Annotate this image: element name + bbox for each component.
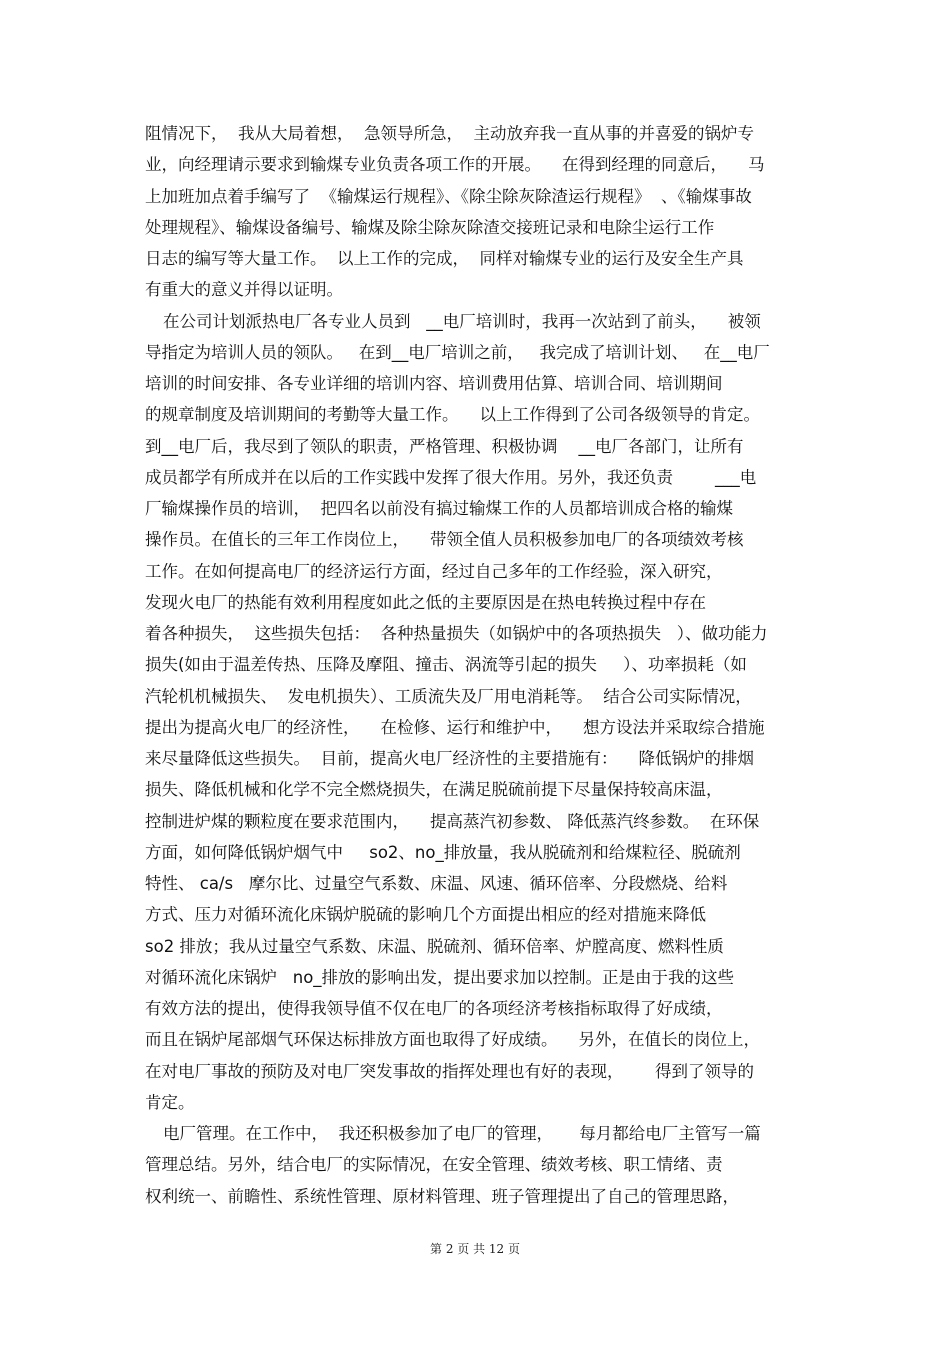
text-line: 方式、压力对循环流化床锅炉脱硫的影响几个方面提出相应的经对措施来降低: [145, 905, 706, 925]
text-line: 导指定为培训人员的领队。 在到__电厂培训之前， 我完成了培训计划、 在__电厂: [145, 342, 770, 362]
text-line: 而且在锅炉尾部烟气环保达标排放方面也取得了好成绩。 另外，在值长的岗位上，: [145, 1030, 760, 1050]
text-line: 特性、 ca/s 摩尔比、过量空气系数、床温、风速、循环倍率、分段燃烧、给料: [145, 874, 728, 893]
text-line: 损失、降低机械和化学不完全燃烧损失，在满足脱硫前提下尽量保持较高床温，: [145, 780, 723, 800]
text-line: 来尽量降低这些损失。 目前，提高火电厂经济性的主要措施有： 降低锅炉的排烟: [145, 749, 754, 768]
text-line: so2 排放；我从过量空气系数、床温、脱硫剂、循环倍率、炉膛高度、燃料性质: [145, 936, 724, 956]
text-line: 操作员。在值长的三年工作岗位上， 带领全值人员积极参加电厂的各项绩效考核: [145, 530, 744, 550]
text-line: 到__电厂后，我尽到了领队的职责，严格管理、积极协调 __电厂各部门，让所有: [145, 436, 744, 456]
text-line: 日志的编写等大量工作。 以上工作的完成， 同样对输煤专业的运行及安全生产具: [145, 249, 744, 268]
text-line: 培训的时间安排、各专业详细的培训内容、培训费用估算、培训合同、培训期间: [145, 374, 723, 393]
paragraph-start-line: 在公司计划派热电厂各专业人员到 __电厂培训时，我再一次站到了前头， 被领: [163, 311, 761, 331]
text-line: 管理总结。另外，结合电厂的实际情况，在安全管理、绩效考核、职工情绪、责: [145, 1155, 723, 1175]
text-line: 工作。在如何提高电厂的经济运行方面，经过自己多年的工作经验，深入研究，: [145, 561, 723, 581]
text-line: 业，向经理请示要求到输煤专业负责各项工作的开展。 在得到经理的同意后， 马: [145, 155, 765, 175]
text-line: 提出为提高火电厂的经济性， 在检修、运行和维护中， 想方设法并采取综合措施: [145, 717, 765, 737]
text-line: 阻情况下， 我从大局着想， 急领导所急， 主动放弃我一直从事的并喜爱的锅炉专: [145, 124, 754, 143]
page-number-footer: 第 2 页 共 12 页: [430, 1242, 520, 1256]
text-line: 肯定。: [145, 1092, 195, 1112]
text-line: 损失(如由于温差传热、压降及摩阻、撞击、涡流等引起的损失 ）、功率损耗（如: [145, 655, 747, 675]
document-body: [145, 118, 815, 1212]
text-line: 对循环流化床锅炉 no_排放的影响出发，提出要求加以控制。正是由于我的这些: [145, 967, 735, 987]
text-line: 有重大的意义并得以证明。: [145, 280, 343, 300]
text-line: 方面，如何降低锅炉烟气中 so2、no_排放量，我从脱硫剂和给煤粒径、脱硫剂: [145, 842, 741, 862]
paragraph-start-line: 电厂管理。在工作中， 我还积极参加了电厂的管理， 每月都给电厂主管写一篇: [163, 1124, 761, 1143]
text-line: 成员都学有所成并在以后的工作实践中发挥了很大作用。另外，我还负责 ___电: [145, 467, 757, 487]
text-line: 在对电厂事故的预防及对电厂突发事故的指挥处理也有好的表现， 得到了领导的: [145, 1061, 754, 1081]
text-line: 着各种损失， 这些损失包括： 各种热量损失（如锅炉中的各项热损失 ）、做功能力: [145, 624, 768, 643]
text-line: 上加班加点着手编写了 《输煤运行规程》、《除尘除灰除渣运行规程》 、《输煤事故: [145, 186, 752, 206]
text-line: 的规章制度及培训期间的考勤等大量工作。 以上工作得到了公司各级领导的肯定。: [145, 405, 760, 425]
text-line: 厂输煤操作员的培训， 把四名以前没有搞过输煤工作的人员都培训成合格的输煤: [145, 499, 733, 518]
text-line: 汽轮机机械损失、 发电机损失）、工质流失及厂用电消耗等。 结合公司实际情况，: [145, 686, 752, 706]
text-line: 有效方法的提出，使得我领导值不仅在电厂的各项经济考核指标取得了好成绩，: [145, 999, 723, 1018]
text-line: 权利统一、前瞻性、系统性管理、原材料管理、班子管理提出了自己的管理思路，: [145, 1186, 739, 1206]
text-line: 发现火电厂的热能有效利用程度如此之低的主要原因是在热电转换过程中存在: [145, 592, 706, 612]
text-line: 控制进炉煤的颗粒度在要求范围内， 提高蒸汽初参数、 降低蒸汽终参数。 在环保: [145, 811, 760, 831]
text-line: 处理规程》、输煤设备编号、输煤及除尘除灰除渣交接班记录和电除尘运行工作: [145, 217, 715, 237]
